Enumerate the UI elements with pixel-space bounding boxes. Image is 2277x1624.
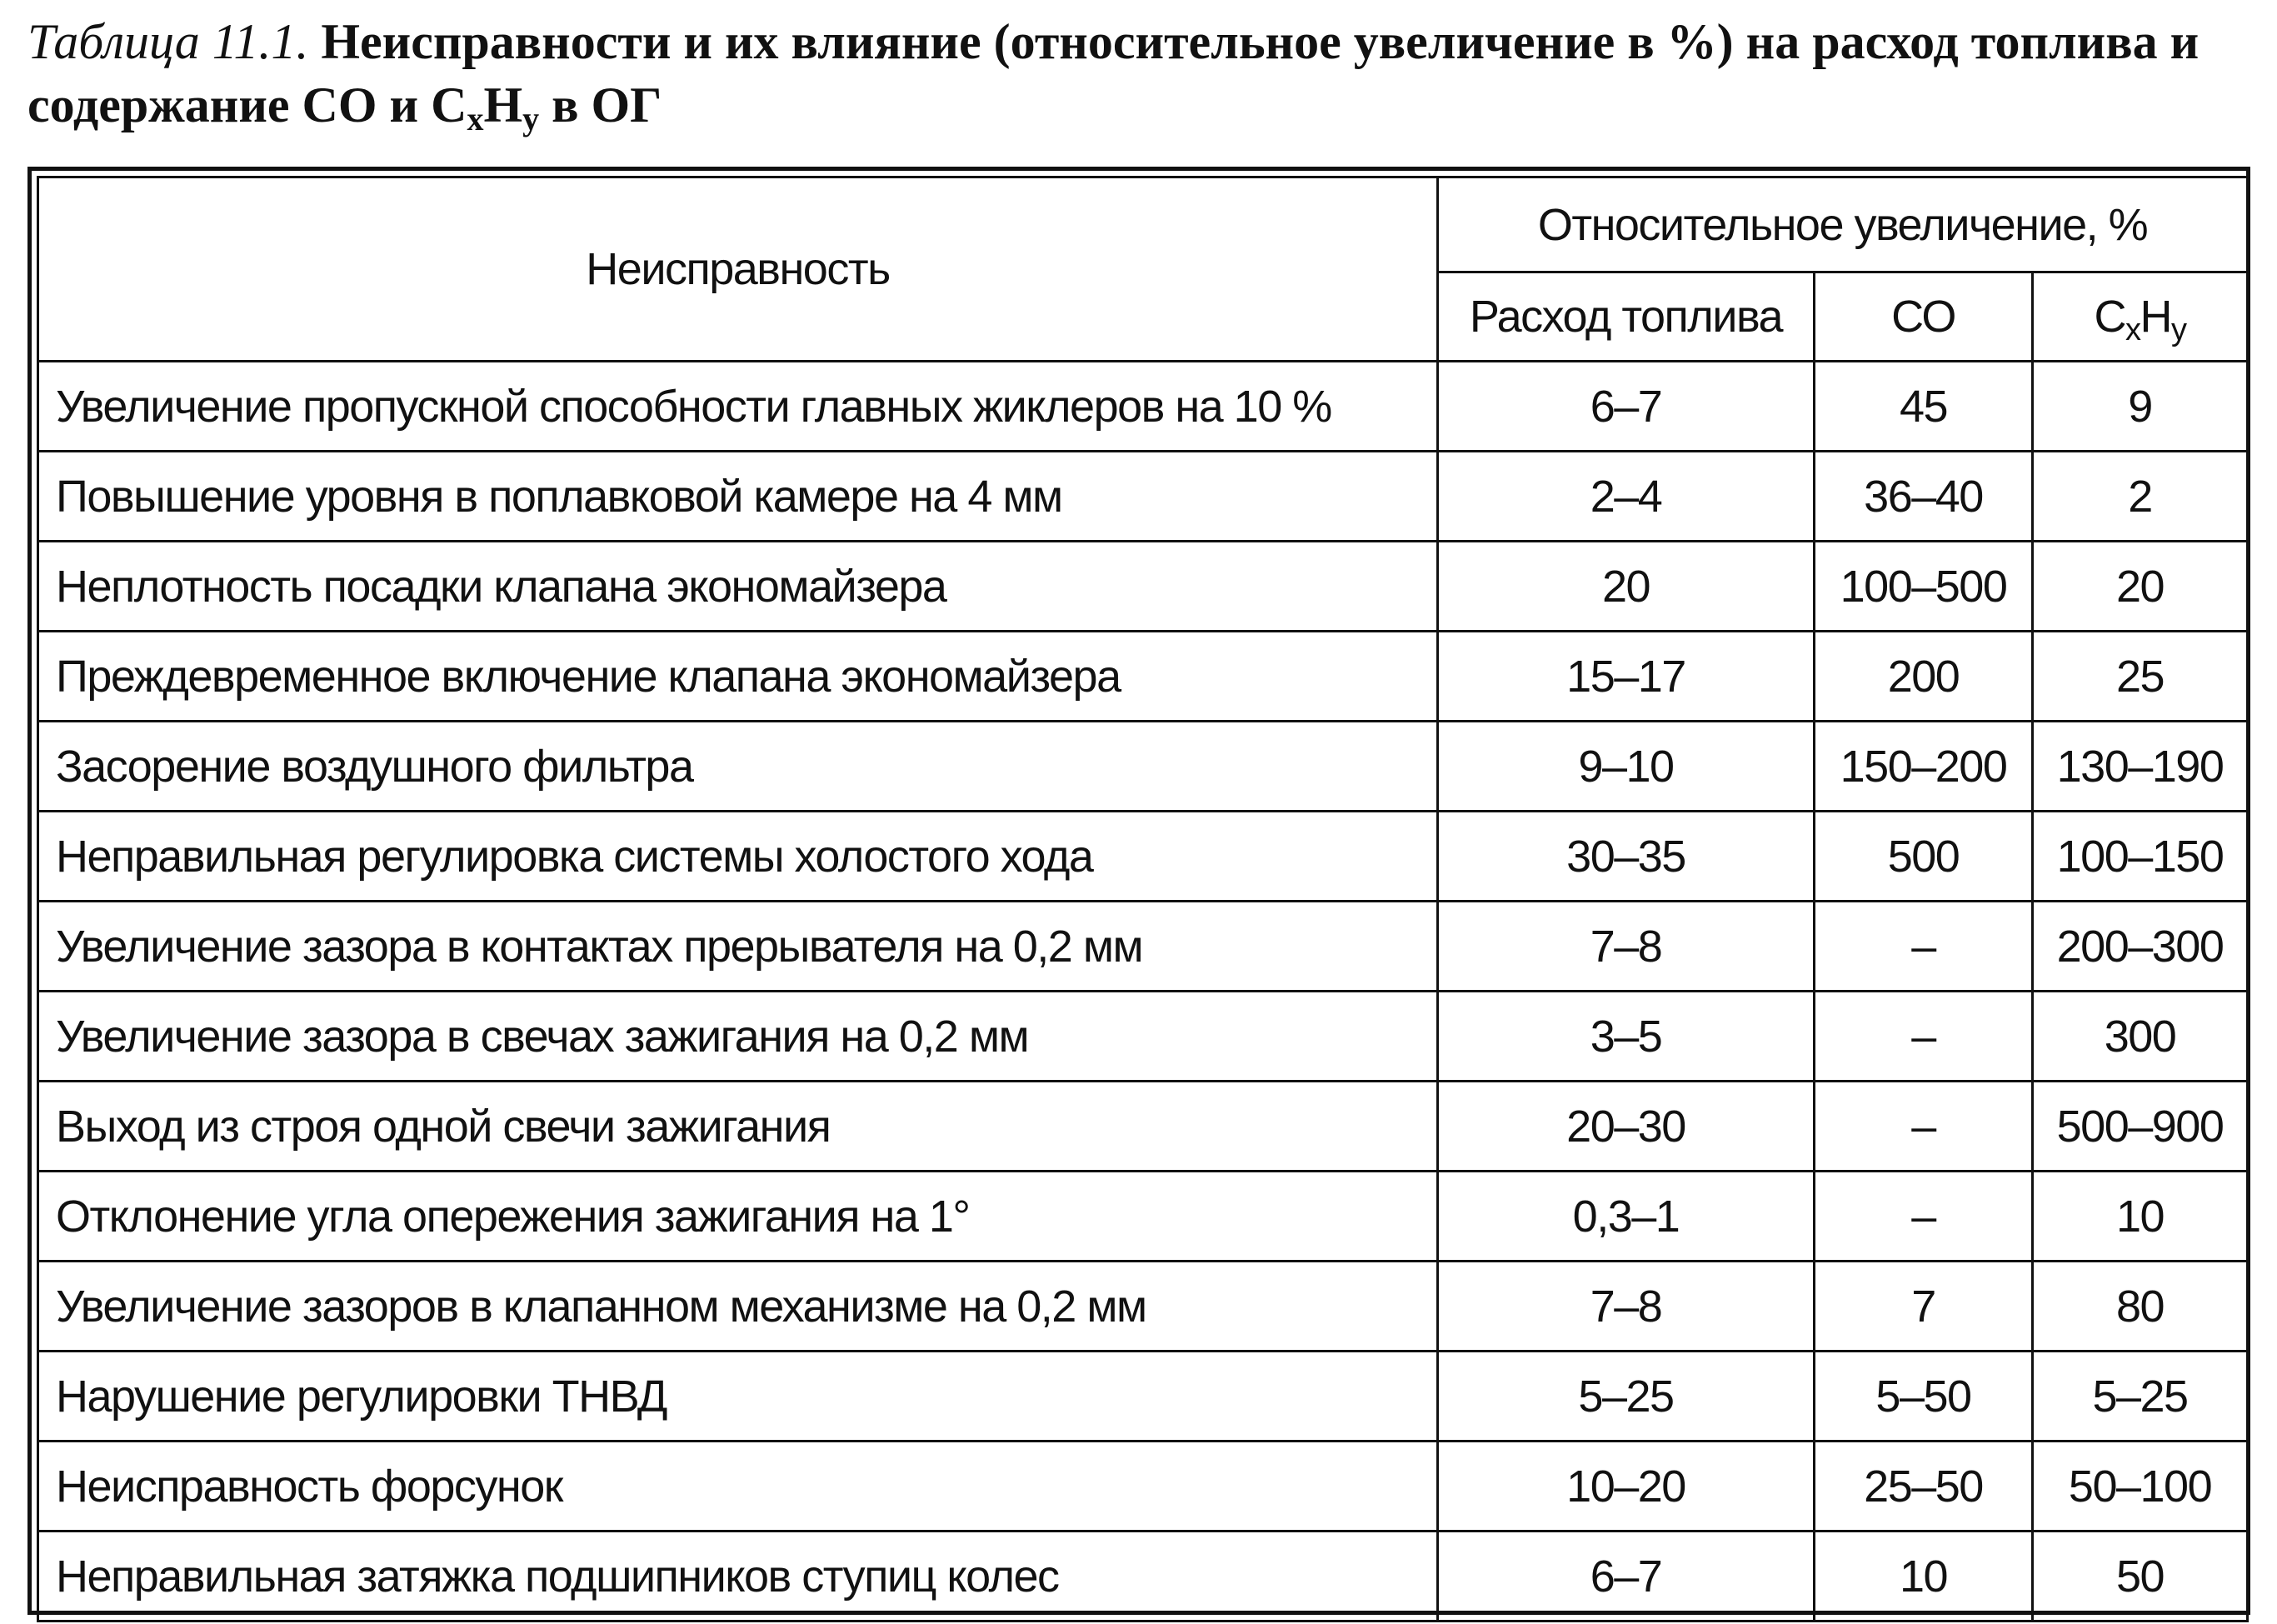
header-cxhy xyxy=(2033,272,2248,362)
header-cxhy-c: С xyxy=(2094,292,2126,342)
table-row xyxy=(38,722,2248,812)
header-co: СО xyxy=(1815,272,2033,362)
fault-cell: Неплотность посадки клапана экономайзера xyxy=(38,542,1438,632)
co-cell: – xyxy=(1815,992,2033,1082)
table-row xyxy=(38,812,2248,902)
cxhy-cell: 5–25 xyxy=(2033,1352,2248,1442)
table-row xyxy=(38,1352,2248,1442)
table-row xyxy=(38,362,2248,452)
co-cell: 25–50 xyxy=(1815,1442,2033,1532)
caption-subscript-y: у xyxy=(522,100,540,137)
fuel-cell: 20 xyxy=(1438,542,1815,632)
header-cxhy-sub-y: у xyxy=(2171,312,2186,347)
fault-cell: Неправильная затяжка подшипников ступиц колес xyxy=(38,1532,1438,1622)
fault-cell: Выход из строя одной свечи зажигания xyxy=(38,1082,1438,1172)
header-fuel-consumption: Расход топлива xyxy=(1438,272,1815,362)
fault-cell: Увеличение пропускной способности главных жиклеров на 10 % xyxy=(38,362,1438,452)
table-caption xyxy=(27,10,2244,137)
co-cell: – xyxy=(1815,902,2033,992)
header-relative-increase: Относительное увеличение, % xyxy=(1438,177,2248,272)
caption-subscript-x: х xyxy=(467,100,484,137)
cxhy-cell: 100–150 xyxy=(2033,812,2248,902)
faults-table xyxy=(37,176,2249,1622)
cxhy-cell: 500–900 xyxy=(2033,1082,2248,1172)
co-cell: 150–200 xyxy=(1815,722,2033,812)
cxhy-cell: 130–190 xyxy=(2033,722,2248,812)
caption-title-end: в ОГ xyxy=(539,77,662,132)
fault-cell: Неисправность форсунок xyxy=(38,1442,1438,1532)
co-cell: 100–500 xyxy=(1815,542,2033,632)
fuel-cell: 2–4 xyxy=(1438,452,1815,542)
cxhy-cell: 50 xyxy=(2033,1532,2248,1622)
co-cell: 5–50 xyxy=(1815,1352,2033,1442)
table-body xyxy=(38,362,2248,1622)
cxhy-cell: 2 xyxy=(2033,452,2248,542)
fault-cell: Неправильная регулировка системы холостого хода xyxy=(38,812,1438,902)
fuel-cell: 7–8 xyxy=(1438,1262,1815,1352)
fault-cell: Преждевременное включение клапана экономайзера xyxy=(38,632,1438,722)
fault-cell: Увеличение зазора в контактах прерывателя на 0,2 мм xyxy=(38,902,1438,992)
co-cell: 500 xyxy=(1815,812,2033,902)
table-row xyxy=(38,1442,2248,1532)
co-cell: 36–40 xyxy=(1815,452,2033,542)
co-cell: – xyxy=(1815,1172,2033,1262)
table-frame xyxy=(27,167,2250,1615)
table-row xyxy=(38,992,2248,1082)
fuel-cell: 20–30 xyxy=(1438,1082,1815,1172)
caption-title: Неисправности и их влияние (относительное увеличение в %) на расход топлива и содержание СО и С xyxy=(27,14,2200,132)
table-row xyxy=(38,452,2248,542)
fault-cell: Повышение уровня в поплавковой камере на 4 мм xyxy=(38,452,1438,542)
table-row xyxy=(38,542,2248,632)
header-cxhy-sub-x: х xyxy=(2125,312,2140,347)
fault-cell: Увеличение зазоров в клапанном механизме на 0,2 мм xyxy=(38,1262,1438,1352)
cxhy-cell: 9 xyxy=(2033,362,2248,452)
cxhy-cell: 300 xyxy=(2033,992,2248,1082)
table-row xyxy=(38,902,2248,992)
table-row xyxy=(38,1532,2248,1622)
fuel-cell: 10–20 xyxy=(1438,1442,1815,1532)
fuel-cell: 6–7 xyxy=(1438,1532,1815,1622)
fuel-cell: 6–7 xyxy=(1438,362,1815,452)
fault-cell: Отклонение угла опережения зажигания на 1° xyxy=(38,1172,1438,1262)
fault-cell: Нарушение регулировки ТНВД xyxy=(38,1352,1438,1442)
fuel-cell: 3–5 xyxy=(1438,992,1815,1082)
co-cell: 7 xyxy=(1815,1262,2033,1352)
table-row xyxy=(38,1172,2248,1262)
cxhy-cell: 20 xyxy=(2033,542,2248,632)
fault-cell: Засорение воздушного фильтра xyxy=(38,722,1438,812)
header-cxhy-h: Н xyxy=(2140,292,2172,342)
table-row xyxy=(38,1082,2248,1172)
fuel-cell: 0,3–1 xyxy=(1438,1172,1815,1262)
cxhy-cell: 10 xyxy=(2033,1172,2248,1262)
fuel-cell: 5–25 xyxy=(1438,1352,1815,1442)
caption-title-h: Н xyxy=(483,77,523,132)
cxhy-cell: 200–300 xyxy=(2033,902,2248,992)
fault-cell: Увеличение зазора в свечах зажигания на 0,2 мм xyxy=(38,992,1438,1082)
co-cell: – xyxy=(1815,1082,2033,1172)
co-cell: 45 xyxy=(1815,362,2033,452)
fuel-cell: 15–17 xyxy=(1438,632,1815,722)
cxhy-cell: 50–100 xyxy=(2033,1442,2248,1532)
cxhy-cell: 80 xyxy=(2033,1262,2248,1352)
table-row xyxy=(38,1262,2248,1352)
fuel-cell: 9–10 xyxy=(1438,722,1815,812)
cxhy-cell: 25 xyxy=(2033,632,2248,722)
co-cell: 10 xyxy=(1815,1532,2033,1622)
table-row xyxy=(38,632,2248,722)
header-fault: Неисправность xyxy=(38,177,1438,362)
fuel-cell: 7–8 xyxy=(1438,902,1815,992)
caption-table-number: Таблица 11.1. xyxy=(27,14,309,69)
fuel-cell: 30–35 xyxy=(1438,812,1815,902)
table-header xyxy=(38,177,2248,362)
co-cell: 200 xyxy=(1815,632,2033,722)
